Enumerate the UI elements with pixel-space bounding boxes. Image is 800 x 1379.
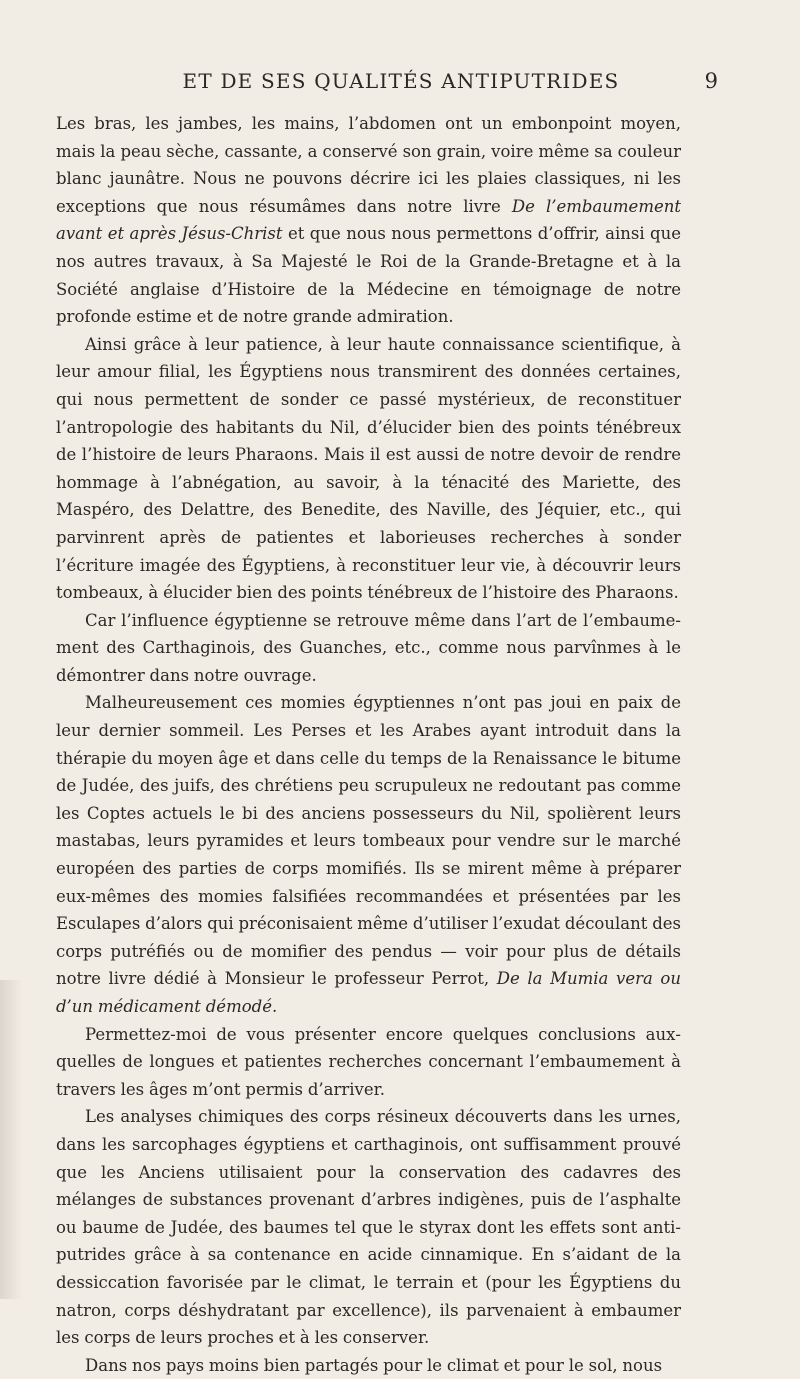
paragraph-4-text-a: Malheureusement ces momies égyptiennes n’ont pas joui en paix de leur dernier sommeil. Les Perses et les Arabes ayant introduit dans la thérapie du moyen âge et dans celle du temps de la Renaissance le bitume de Judée, des juifs, des chrétiens peu scrupuleux ne redoutant pas comme les Coptes actuels le bi des anciens possesseurs du Nil, spolièrent leurs mastabas, leurs pyramides et leurs tombeaux pour vendre sur le marché européen des parties de corps momifiés. Ils se mirent même à préparer eux-mêmes des momies falsifiées recommandées et présentées par les Esculapes d’alors qui préconisaient même d’utiliser l’exudat découlant des corps putréfiés ou de momifier des pendus — voir pour plus de détails notre livre dédié à Monsieur le professeur Perrot, (56, 693, 682, 989)
book-title-mumia: De la Mumia vera ou d’un médicament démodé. (56, 969, 681, 1016)
paragraph-6: Les analyses chimiques des corps résineux découverts dans les urnes, dans les sarcophages égyptiens et carthaginois, ont suffisamment prouvé que les Anciens utilisaient pour la conservation des cadavres des mélanges de substances provenant d’arbres indigènes, puis de l’asphalte ou baume de Judée, des baumes tel que le styrax dont les effets sont antiputrides grâce à sa contenance en acide cinnamique. En s’aidant de la dessiccation favorisée par le climat, le terrain et (pour les Égyptiens du natron, corps déshydratant par excellence), ils parvenaient à embaumer les corps de leurs proches et à les conserver. (56, 1107, 681, 1348)
paragraph-1-text-b: et que nous nous permettons d’offrir, ainsi que nos autres travaux, à Sa Majesté le Roi de la Grande-Bretagne et à la Société anglaise d’Histoire de la Médecine en témoignage de notre profonde estime et de notre grande admiration. (56, 224, 682, 327)
page-number: 9 (704, 69, 718, 93)
paragraph-4 (56, 689, 681, 1020)
paragraph-5: Permettez-moi de vous présenter encore quelques conclusions auxquelles de longues et patientes recherches concernant l’embaumement à travers les âges m’ont permis d’arriver. (56, 1024, 681, 1099)
paragraph-1-text-a: Les bras, les jambes, les mains, l’abdomen ont un embonpoint moyen, mais la peau sèche, cassante, a conservé son grain, voire même sa couleur blanc jaunâtre. Nous ne pouvons décrire ici les plaies classiques, ni les exceptions que nous résumâmes dans notre livre (56, 114, 681, 216)
book-title-embaumement: De l’embaumement avant et après Jésus-Christ (56, 196, 681, 244)
paragraph-1 (56, 110, 681, 331)
paragraph-7: Dans nos pays moins bien partagés pour le climat et pour le sol, nous (85, 1355, 663, 1375)
paragraph-3: Car l’influence égyptienne se retrouve même dans l’art de l’embaumement des Carthaginois, des Guanches, etc., comme nous parvînmes à le démontrer dans notre ouvrage. (56, 610, 681, 685)
running-head (56, 66, 746, 96)
body-text (56, 110, 681, 1379)
binding-shadow (0, 980, 22, 1299)
running-title: ET DE SES QUALITÉS ANTIPUTRIDES (182, 69, 620, 93)
paragraph-2: Ainsi grâce à leur patience, à leur haute connaissance scientifique, à leur amour filial, les Égyptiens nous transmirent des données certaines, qui nous permettent de sonder ce passé mystérieux, de reconstituer l’antropologie des habitants du Nil, d’élucider bien des points ténébreux de l’histoire de leurs Pharaons. Mais il est aussi de notre devoir de rendre hommage à l’abnégation, au savoir, à la ténacité des Mariette, des Maspéro, des Delattre, des Benedite, des Naville, des Jéquier, etc., qui parvinrent après de patientes et laborieuses recherches à sonder l’écriture imagée des Égyptiens, à reconstituer leur vie, à découvrir leurs tombeaux, à élucider bien des points ténébreux de l’histoire des Pharaons. (56, 334, 681, 603)
